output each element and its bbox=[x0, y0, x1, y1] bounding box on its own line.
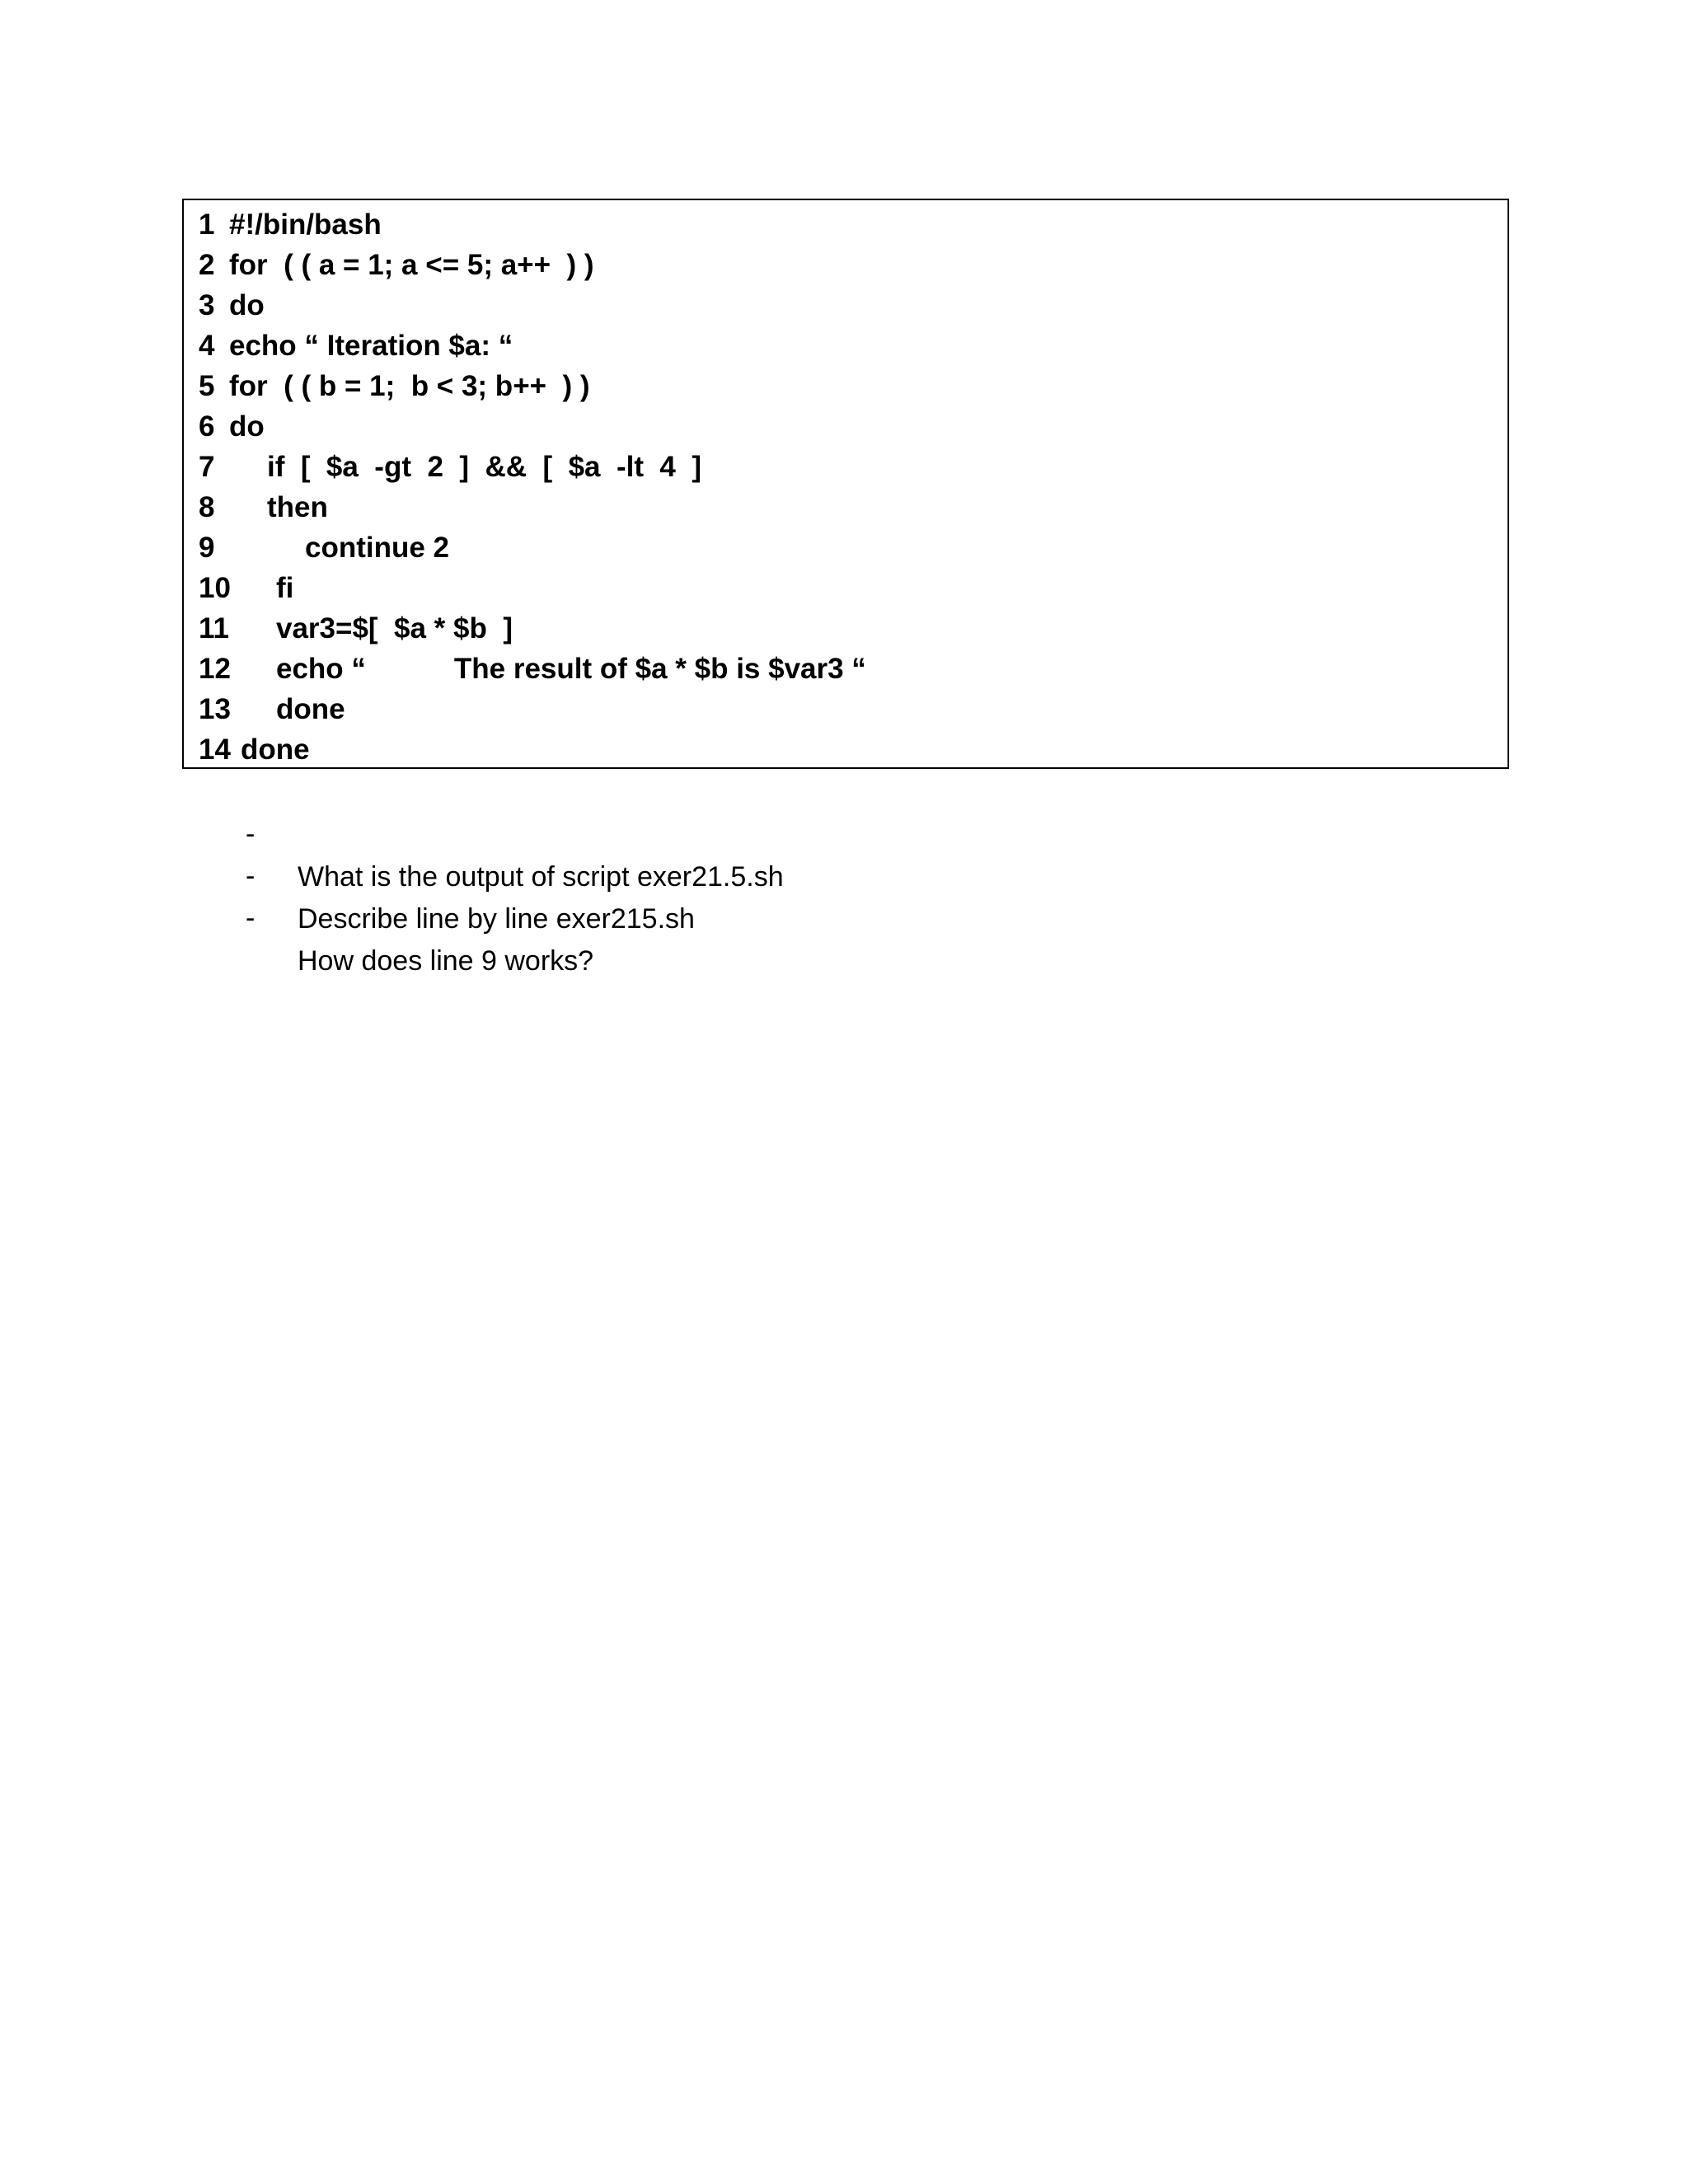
code-line-13 bbox=[184, 690, 345, 729]
line-number: 6 bbox=[199, 410, 215, 443]
line-number: 9 bbox=[199, 532, 215, 564]
question-text: How does line 9 works? bbox=[298, 945, 594, 977]
code-text: continue 2 bbox=[305, 532, 450, 564]
code-listing-box bbox=[182, 199, 1509, 769]
code-text: #!/bin/bash bbox=[229, 209, 382, 241]
code-text: then bbox=[267, 491, 328, 523]
code-text: echo “ Iteration $a: “ bbox=[229, 330, 513, 362]
bullet-dash: - bbox=[246, 902, 256, 934]
line-number: 2 bbox=[199, 249, 215, 281]
line-number: 14 bbox=[199, 733, 231, 766]
code-text: do bbox=[229, 289, 265, 321]
code-text: var3=$[ $a * $b ] bbox=[276, 612, 513, 644]
code-line-6 bbox=[184, 407, 265, 447]
question-item bbox=[0, 770, 784, 893]
code-line-10 bbox=[184, 569, 294, 608]
code-text: for ( ( a = 1; a <= 5; a++ ) ) bbox=[229, 249, 594, 281]
code-line-5 bbox=[184, 367, 590, 406]
code-text: echo “ The result of $a * $b is $var3 “ bbox=[276, 653, 866, 685]
code-text: do bbox=[229, 410, 265, 443]
bullet-dash: - bbox=[246, 818, 256, 850]
line-number: 7 bbox=[199, 451, 215, 483]
code-line-1 bbox=[184, 205, 382, 245]
code-line-7 bbox=[184, 448, 701, 487]
code-text: done bbox=[276, 693, 345, 725]
code-line-12 bbox=[184, 649, 866, 689]
code-text: fi bbox=[276, 572, 294, 604]
line-number: 5 bbox=[199, 370, 215, 402]
code-text: for ( ( b = 1; b < 3; b++ ) ) bbox=[229, 370, 590, 402]
line-number: 3 bbox=[199, 289, 215, 321]
code-line-2 bbox=[184, 246, 594, 285]
code-line-14 bbox=[184, 730, 310, 770]
code-text: done bbox=[241, 733, 310, 766]
code-line-11 bbox=[184, 609, 513, 649]
line-number: 13 bbox=[199, 693, 231, 725]
line-number: 1 bbox=[199, 209, 215, 241]
question-text: What is the output of script exer21.5.sh bbox=[298, 861, 784, 893]
line-number: 10 bbox=[199, 572, 231, 604]
code-text: if [ $a -gt 2 ] && [ $a -lt 4 ] bbox=[267, 451, 701, 483]
code-line-9 bbox=[184, 528, 450, 568]
line-number: 4 bbox=[199, 330, 215, 362]
question-text: Describe line by line exer215.sh bbox=[298, 903, 695, 935]
bullet-dash: - bbox=[246, 860, 256, 892]
line-number: 12 bbox=[199, 653, 231, 685]
code-line-8 bbox=[184, 488, 328, 527]
code-line-4 bbox=[184, 326, 513, 366]
line-number: 11 bbox=[199, 612, 229, 644]
line-number: 8 bbox=[199, 491, 215, 523]
code-line-3 bbox=[184, 286, 265, 326]
